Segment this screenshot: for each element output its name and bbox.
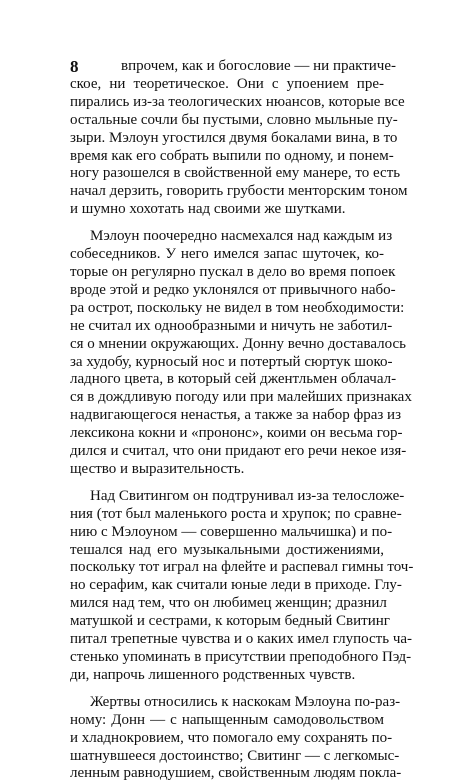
text-line: ленным равнодушием, свойственным людям покла- — [70, 765, 402, 782]
text-line: питал трепетные чувства и о каких имел глупость ча- — [70, 631, 413, 648]
text-line: ся в дождливую погоду или при малейших признаках — [70, 389, 412, 406]
text-line: Жертвы относились к наскокам Мэлоуна по-раз- — [90, 693, 401, 710]
text-line: не считал их однообразными и ничуть не заботил- — [70, 317, 393, 334]
text-line: торые он регулярно пускал в дело во время попоек — [70, 263, 396, 280]
text-line: нию с Мэлоуном — совершенно мальчишка) и по- — [70, 523, 393, 540]
text-line: дился и считал, что они придают его речи некое изя- — [70, 443, 407, 460]
text-line: щество и выразительность. — [70, 460, 245, 477]
page-number: 8 — [70, 57, 79, 76]
text-line: начал дерзить, говорить грубости менторским тоном — [70, 183, 408, 200]
text-line: ладного цвета, в который сей джентльмен облачал- — [70, 371, 397, 388]
text-line: ния (тот был маленького роста и хрупок; по сравне- — [70, 505, 402, 522]
text-line: и хладнокровием, что помогало ему сохранять по- — [70, 729, 393, 746]
text-line: ногу разошелся в свойственной ему манере, то есть — [70, 165, 401, 182]
text-line: лексикона кокни и «прононс», коими он весьма гор- — [70, 425, 403, 442]
text-line: пирались из-за теологических нюансов, которые все — [70, 93, 405, 110]
text-line: вроде этой и редко уклонялся от привычного набо- — [70, 281, 396, 298]
text-line: Мэлоун поочередно насмехался над каждым из — [90, 228, 393, 245]
text-line: и шумно хохотать над своими же шутками. — [70, 201, 346, 218]
text-line: но серафим, как считали юные леди в приходе. Глу- — [70, 577, 402, 594]
text-line: мился над тем, что он любимец женщин; дразнил — [70, 595, 387, 612]
text-line: ся о мнении окружающих. Донну вечно доставалось — [70, 335, 406, 352]
paragraph-1 — [70, 58, 408, 219]
text-line: ское, ни теоретическое. Они с упоением пре- — [70, 75, 384, 92]
text-line: Над Свитингом он подтрунивал из-за телосложе- — [90, 487, 405, 504]
paragraph-2 — [70, 228, 412, 479]
text-line: ному: Донн — с напыщенным самодовольством — [70, 711, 384, 728]
text-line: поскольку тот играл на флейте и распевал гимны точ- — [70, 559, 414, 576]
text-line: впрочем, как и богословие — ни практиче- — [121, 58, 397, 74]
paragraph-3 — [70, 487, 414, 685]
text-line: ди, напрочь лишенного родственных чувств. — [70, 666, 356, 683]
text-line: собеседников. У него имелся запас шуточек, ко- — [70, 246, 384, 263]
text-line: стенько упоминать в присутствии преподобного Пэд- — [70, 649, 412, 665]
body-text — [70, 58, 414, 783]
text-line: зыри. Мэлоун угостился двумя бокалами вина, в то — [70, 129, 398, 146]
text-line: надвигающегося ненастья, а также за набор фраз из — [70, 407, 402, 424]
text-line: тешался над его музыкальными достижениями, — [70, 541, 384, 558]
text-line: шатнувшееся достоинство; Свитинг — с легкомыс- — [70, 747, 400, 764]
text-line: остальные сочли бы пустыми, словно мыльные пу- — [70, 111, 398, 128]
text-line: время как его собрать выпили по одному, и понем- — [70, 147, 394, 164]
text-line: матушкой и сестрами, к которым бедный Свитинг — [70, 613, 390, 630]
text-line: ра острот, поскольку не видел в том необходимости: — [70, 299, 405, 316]
text-line: за худобу, курносый нос и потертый сюртук шоко- — [70, 353, 393, 370]
paragraph-4 — [70, 693, 402, 783]
